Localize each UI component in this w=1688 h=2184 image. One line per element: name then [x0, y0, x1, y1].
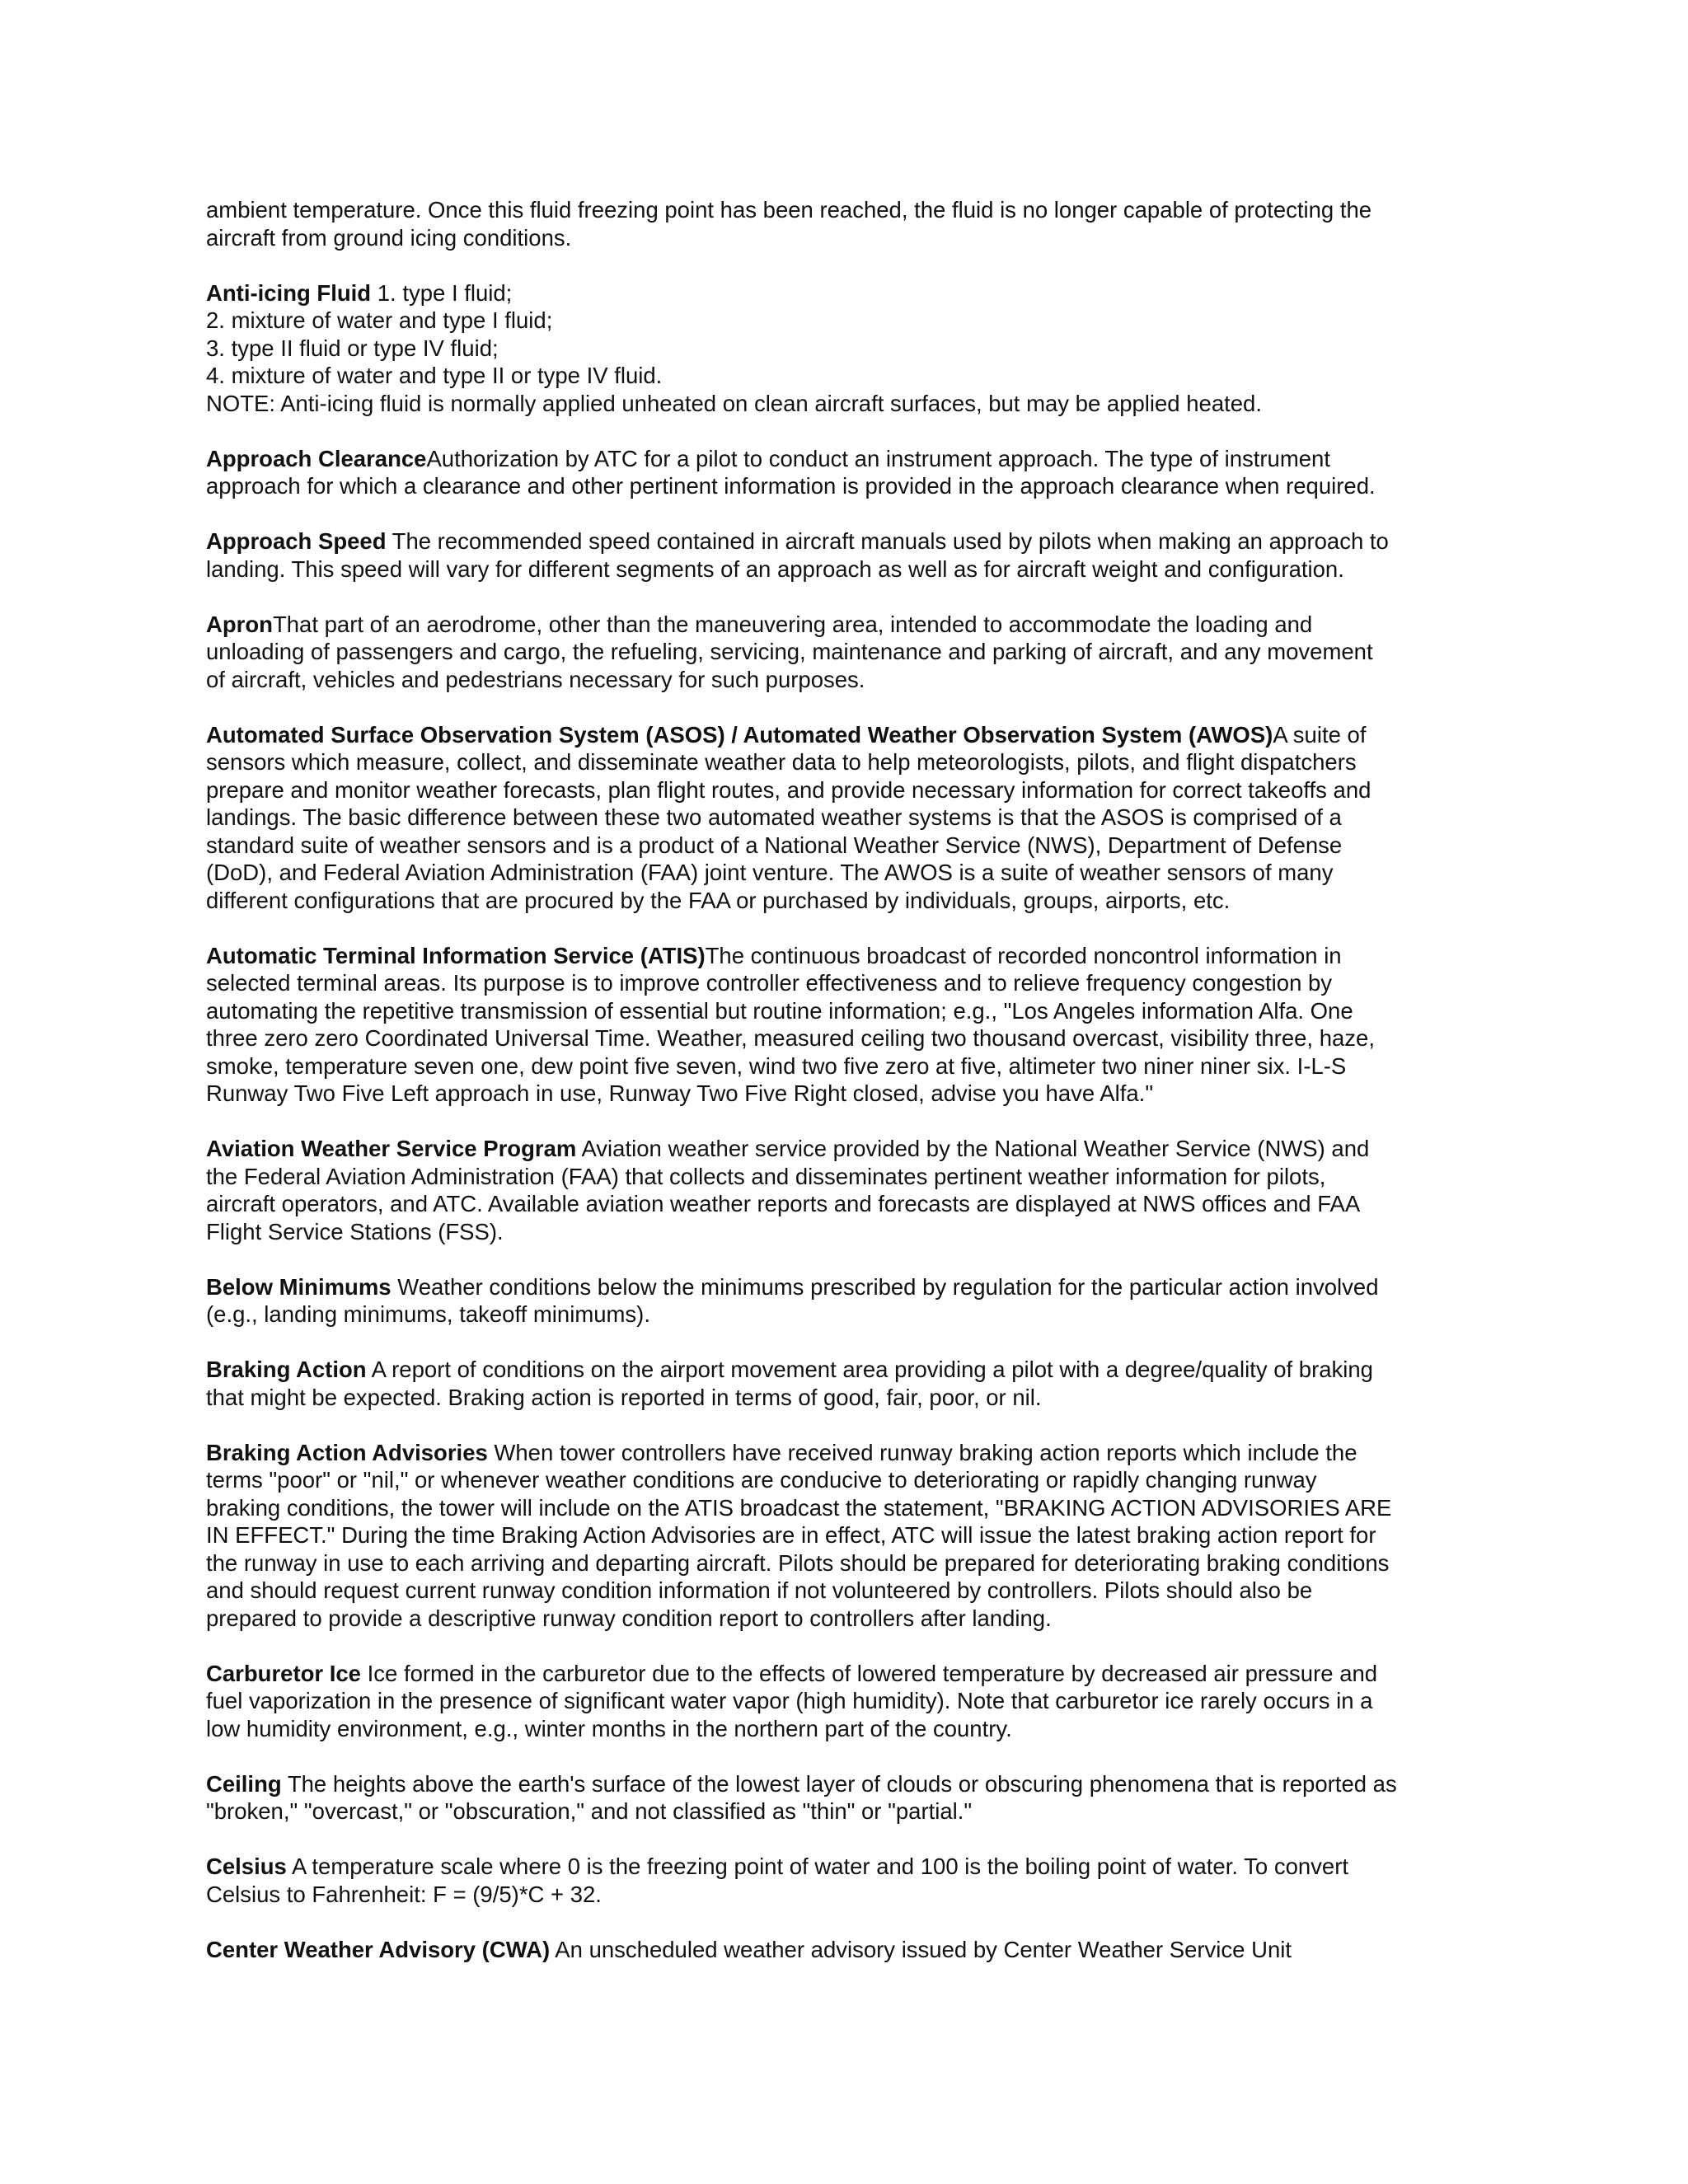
glossary-entry-asos-awos: [206, 721, 1492, 915]
glossary-definition: A report of conditions on the airport movement area providing a pilot with a degree/quality of braking that might be expected. Braking action is reported in terms of good, fair, poor, or nil.: [206, 1357, 1373, 1410]
glossary-term: Apron: [206, 611, 273, 637]
glossary-term: Braking Action Advisories: [206, 1439, 488, 1465]
glossary-definition: Weather conditions below the minimums prescribed by regulation for the particular action involved (e.g., landing minimums, takeoff minimums).: [206, 1273, 1379, 1327]
glossary-definition: An unscheduled weather advisory issued by Center Weather Service Unit: [550, 1936, 1292, 1962]
glossary-definition: Authorization by ATC for a pilot to conduct an instrument approach. The type of instrument approach for which a clearance and other pertinent information is provided in the approach clearance when required.: [206, 445, 1376, 499]
anti-icing-line-2: 2. mixture of water and type I fluid;: [206, 307, 553, 333]
glossary-term: Center Weather Advisory (CWA): [206, 1936, 551, 1962]
glossary-definition: That part of an aerodrome, other than the maneuvering area, intended to accommodate the loading and unloading of passengers and cargo, the refueling, servicing, maintenance and parking of aircraft, and any movement of aircraft, vehicles and pedestrians necessary for such purposes.: [206, 611, 1373, 692]
glossary-term: Celsius: [206, 1854, 287, 1879]
anti-icing-line-1: 1. type I fluid;: [371, 279, 513, 306]
glossary-definition: A suite of sensors which measure, collect, and disseminate weather data to help meteorologists, pilots, and flight dispatchers prepare and monitor weather forecasts, plan flight routes, and provide necessary information for correct takeoffs and landings. The basic difference between these two automated weather systems is that the ASOS is comprised of a standard suite of weather sensors and is a product of a National Weather Service (NWS), Department of Defense (DoD), and Federal Aviation Administration (FAA) joint venture. The AWOS is a suite of weather sensors of many different configurations that are procured by the FAA or purchased by individuals, groups, airports, etc.: [206, 721, 1372, 913]
glossary-entry-atis: [206, 942, 1492, 1108]
glossary-entry-anti-icing-fluid: [206, 279, 1492, 418]
glossary-definition: When tower controllers have received runway braking action reports which include the terms "poor" or "nil," or whenever weather conditions are conducive to deteriorating or rapidly changing runway braking conditions, the tower will include on the ATIS broadcast the statement, "BRAKING ACTION ADVISORIES ARE IN EFFECT." During the time Braking Action Advisories are in effect, ATC will issue the latest braking action report for the runway in use to each arriving and departing aircraft. Pilots should be prepared for deteriorating braking conditions and should request current runway condition information if not volunteered by controllers. Pilots should also be prepared to provide a descriptive runway condition report to controllers after landing.: [206, 1439, 1392, 1631]
glossary-definition: The continuous broadcast of recorded noncontrol information in selected terminal areas. Its purpose is to improve controller effectiveness and to relieve frequency congestion by automating the repetitive transmission of essential but routine information; e.g., "Los Angeles information Alfa. One three zero zero Coordinated Universal Time. Weather, measured ceiling two thousand overcast, visibility three, haze, smoke, temperature seven one, dew point five seven, wind two five zero at five, altimeter two niner niner six. I-L-S Runway Two Five Left approach in use, Runway Two Five Right closed, advise you have Alfa.": [206, 942, 1375, 1106]
glossary-term: Braking Action: [206, 1357, 367, 1382]
glossary-entry-ceiling: [206, 1770, 1492, 1825]
glossary-entry-carburetor-ice: [206, 1660, 1492, 1743]
glossary-definition: A temperature scale where 0 is the freezing point of water and 100 is the boiling point of water. To convert Celsius to Fahrenheit: F = (9/5)*C + 32.: [206, 1854, 1349, 1907]
anti-icing-line-3: 3. type II fluid or type IV fluid;: [206, 335, 499, 361]
glossary-entry-aviation-weather-service-program: [206, 1135, 1492, 1245]
glossary-definition: The heights above the earth's surface of the lowest layer of clouds or obscuring phenomena that is reported as "broken," "overcast," or "obscuration," and not classified as "thin" or "partial.": [206, 1770, 1397, 1824]
document-page: [206, 196, 1492, 1991]
glossary-entry-approach-speed: [206, 527, 1492, 583]
glossary-term: Automated Surface Observation System (ASOS) / Automated Weather Observation System (AWOS): [206, 721, 1273, 748]
glossary-term: Automatic Terminal Information Service (ATIS): [206, 942, 706, 968]
glossary-entry-below-minimums: [206, 1273, 1492, 1329]
glossary-entry-braking-action-advisories: [206, 1439, 1492, 1633]
glossary-term: Approach Clearance: [206, 445, 427, 471]
glossary-definition: Aviation weather service provided by the National Weather Service (NWS) and the Federal Aviation Administration (FAA) that collects and disseminates pertinent weather information for pilots, aircraft operators, and ATC. Available aviation weather reports and forecasts are displayed at NWS offices and FAA Flight Service Stations (FSS).: [206, 1136, 1370, 1244]
glossary-term: Approach Speed: [206, 528, 387, 554]
glossary-term: Carburetor Ice: [206, 1660, 361, 1686]
intro-paragraph: ambient temperature. Once this fluid freezing point has been reached, the fluid is no longer capable of protecting the aircraft from ground icing conditions.: [206, 197, 1372, 251]
glossary-entry-braking-action: [206, 1356, 1492, 1411]
glossary-entry-apron: [206, 611, 1492, 694]
anti-icing-line-4: 4. mixture of water and type II or type IV fluid.: [206, 363, 663, 388]
glossary-definition: The recommended speed contained in aircraft manuals used by pilots when making an approach to landing. This speed will vary for different segments of an approach as well as for aircraft weight and configuration.: [206, 528, 1389, 582]
glossary-entry-center-weather-advisory: [206, 1936, 1492, 1964]
glossary-entry-approach-clearance: [206, 445, 1492, 500]
glossary-term: Ceiling: [206, 1770, 282, 1797]
glossary-term: Aviation Weather Service Program: [206, 1136, 577, 1161]
glossary-term: Below Minimums: [206, 1273, 392, 1300]
glossary-term: Anti-icing Fluid: [206, 279, 372, 306]
glossary-entry-celsius: [206, 1853, 1492, 1908]
anti-icing-note: NOTE: Anti-icing fluid is normally applied unheated on clean aircraft surfaces, but may be applied heated.: [206, 390, 1262, 416]
glossary-definition: Ice formed in the carburetor due to the effects of lowered temperature by decreased air pressure and fuel vaporization in the presence of significant water vapor (high humidity). Note that carburetor ice rarely occurs in a low humidity environment, e.g., winter months in the northern part of the country.: [206, 1660, 1378, 1741]
